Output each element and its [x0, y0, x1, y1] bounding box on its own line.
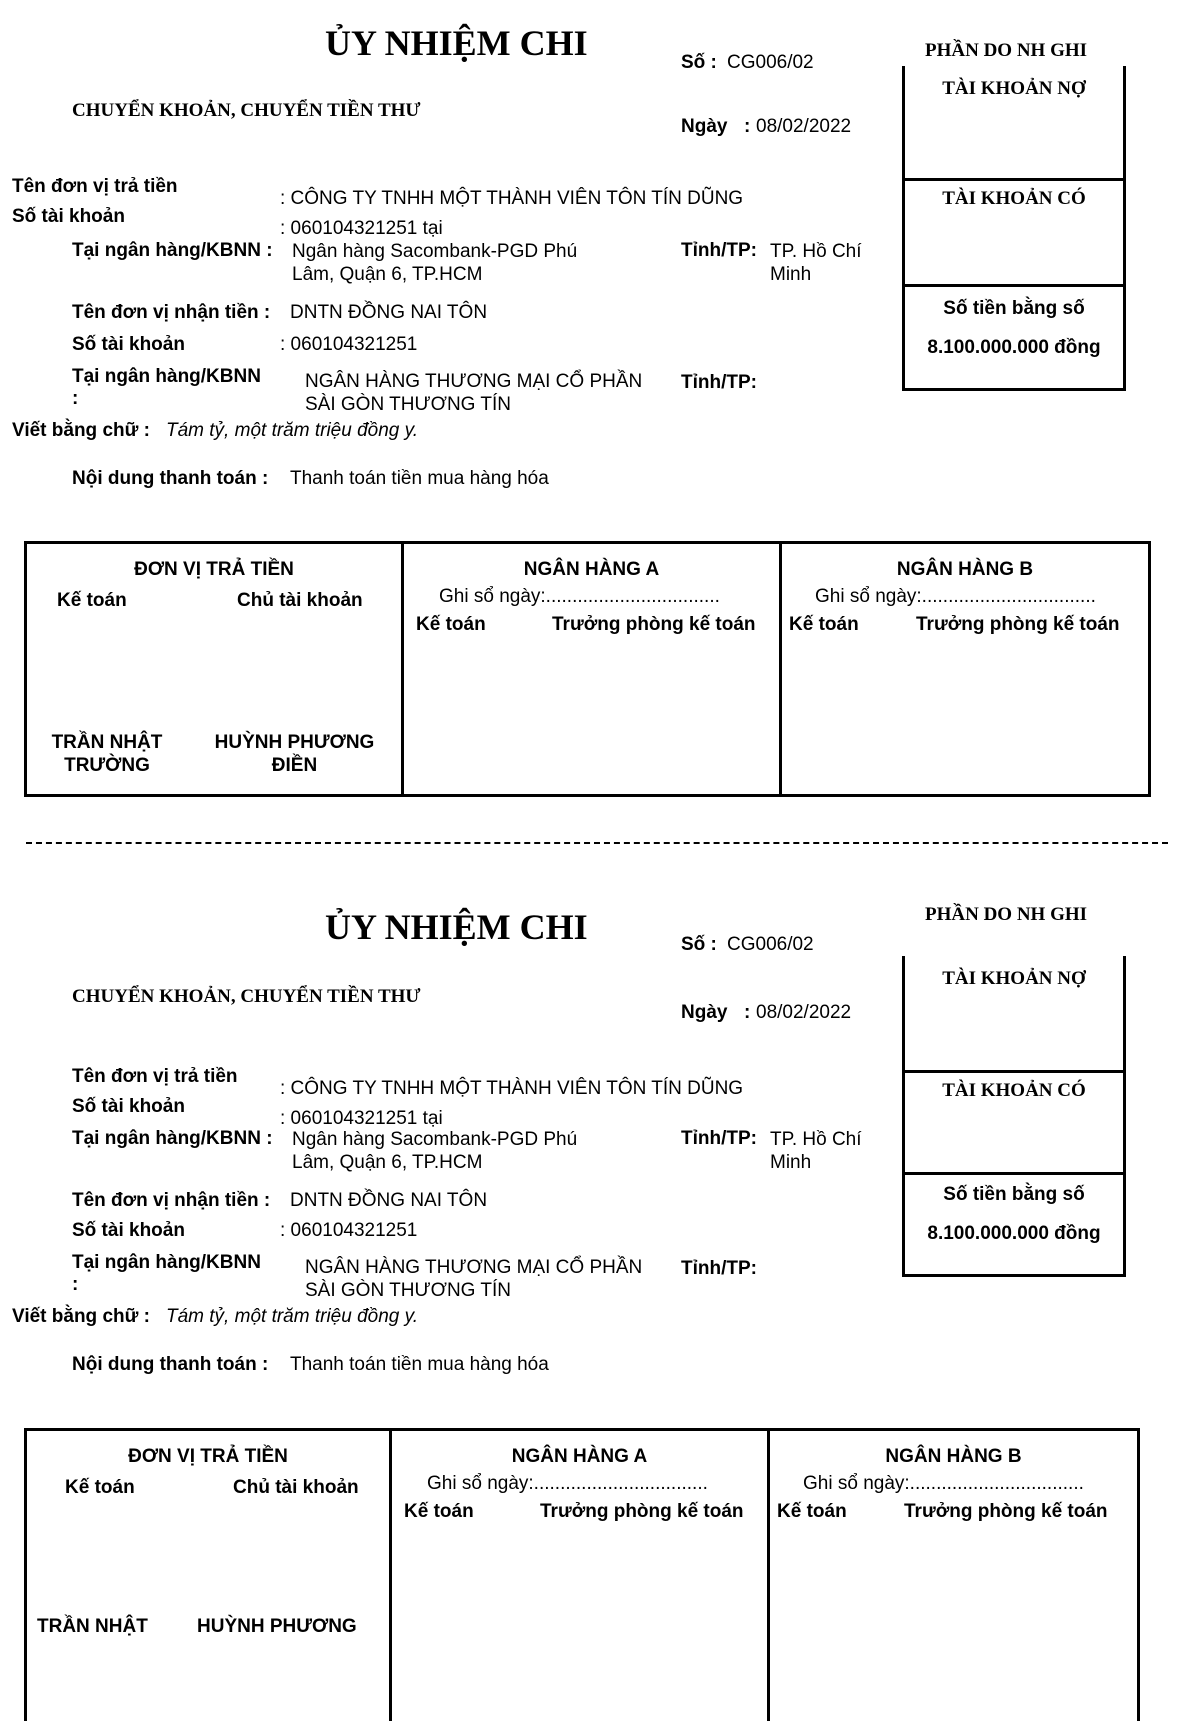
receiver-bank-value: NGÂN HÀNG THƯƠNG MẠI CỔ PHẦN SÀI GÒN THƯƠNG TÍN: [305, 371, 643, 415]
divider-line: [389, 1431, 392, 1721]
receiver-bank-colon: :: [72, 388, 79, 409]
ngay-value: 08/02/2022: [756, 1002, 852, 1023]
so-value: CG006/02: [727, 934, 814, 955]
payer-label: Tên đơn vị trả tiền: [72, 1066, 238, 1087]
bank-a-accountant-label: Kế toán: [416, 614, 486, 635]
payer-accountant-name: TRẦN NHẬT: [37, 1616, 148, 1637]
receiver-account-value: : 060104321251: [280, 1220, 418, 1241]
payer-owner-label: Chủ tài khoản: [233, 1477, 359, 1498]
debit-account-label: TÀI KHOẢN NỢ: [942, 968, 1086, 989]
content-label: Nội dung thanh toán :: [72, 1354, 269, 1375]
receiver-bank-label: Tại ngân hàng/KBNN: [72, 366, 261, 387]
account-value: : 060104321251 tại: [280, 218, 443, 239]
content-value: Thanh toán tiền mua hàng hóa: [290, 1354, 549, 1375]
payer-accountant-label: Kế toán: [57, 590, 127, 611]
cut-line: [26, 842, 1168, 844]
ngay-colon: :: [744, 1002, 751, 1023]
words-value: Tám tỷ, một trăm triệu đồng y.: [166, 420, 419, 441]
words-label: Viết bằng chữ :: [12, 420, 150, 441]
account-label: Số tài khoản: [72, 1096, 185, 1117]
divider-line: [401, 544, 404, 794]
receiver-province-label: Tỉnh/TP:: [681, 372, 757, 393]
payment-order-form-2: [0, 886, 1200, 1698]
payer-owner-name: HUỲNH PHƯƠNG: [197, 1616, 357, 1637]
province-label: Tỉnh/TP:: [681, 1128, 757, 1149]
bank-section-header: PHẦN DO NH GHI: [925, 904, 1088, 925]
ngay-colon: :: [744, 116, 751, 137]
bank-a-head-label: Trưởng phòng kế toán: [552, 614, 756, 635]
receiver-value: DNTN ĐỒNG NAI TÔN: [290, 302, 488, 323]
bank-a-date: Ghi sổ ngày:.................................: [427, 1473, 708, 1494]
signature-table: [24, 1428, 1140, 1721]
bank-b-date: Ghi sổ ngày:.................................: [815, 586, 1096, 607]
words-value: Tám tỷ, một trăm triệu đồng y.: [166, 1306, 419, 1327]
receiver-label: Tên đơn vị nhận tiền :: [72, 1190, 271, 1211]
payer-owner-label: Chủ tài khoản: [237, 590, 363, 611]
bank-value: Ngân hàng Sacombank-PGD Phú Lâm, Quận 6, TP.HCM: [292, 1129, 578, 1173]
bank-label: Tại ngân hàng/KBNN :: [72, 1128, 273, 1149]
form-subtitle: CHUYỂN KHOẢN, CHUYỂN TIỀN THƯ: [72, 100, 421, 121]
bank-record-box: [902, 956, 1126, 1277]
bank-a-header: NGÂN HÀNG A: [511, 1446, 648, 1467]
signature-table: [24, 541, 1151, 797]
divider-line: [905, 178, 1123, 181]
credit-account-label: TÀI KHOẢN CÓ: [942, 188, 1086, 209]
receiver-bank-label: Tại ngân hàng/KBNN: [72, 1252, 261, 1273]
receiver-province-label: Tỉnh/TP:: [681, 1258, 757, 1279]
bank-record-box: [902, 66, 1126, 391]
content-value: Thanh toán tiền mua hàng hóa: [290, 468, 549, 489]
receiver-label: Tên đơn vị nhận tiền :: [72, 302, 271, 323]
amount-number-value: 8.100.000.000 đồng: [927, 337, 1101, 358]
so-label: Số :: [681, 52, 717, 73]
receiver-bank-value: NGÂN HÀNG THƯƠNG MẠI CỔ PHẦN SÀI GÒN THƯƠNG TÍN: [305, 1257, 643, 1301]
bank-b-header: NGÂN HÀNG B: [896, 559, 1034, 580]
divider-line: [779, 544, 782, 794]
bank-b-head-label: Trưởng phòng kế toán: [904, 1501, 1108, 1522]
payment-order-form-1: [0, 0, 1200, 840]
divider-line: [905, 1070, 1123, 1073]
receiver-account-label: Số tài khoản: [72, 334, 185, 355]
ngay-value: 08/02/2022: [756, 116, 852, 137]
bank-a-header: NGÂN HÀNG A: [523, 559, 660, 580]
account-label: Số tài khoản: [12, 206, 125, 227]
bank-a-date: Ghi sổ ngày:.................................: [439, 586, 720, 607]
bank-a-head-label: Trưởng phòng kế toán: [540, 1501, 744, 1522]
receiver-account-label: Số tài khoản: [72, 1220, 185, 1241]
form-subtitle: CHUYỂN KHOẢN, CHUYỂN TIỀN THƯ: [72, 986, 421, 1007]
bank-b-accountant-label: Kế toán: [789, 614, 859, 635]
payer-accountant-name: TRẦN NHẬT TRƯỜNG: [51, 732, 163, 776]
payer-label: Tên đơn vị trả tiền: [12, 176, 178, 197]
form-title: ỦY NHIỆM CHI: [325, 23, 588, 63]
bank-section-header: PHẦN DO NH GHI: [925, 40, 1088, 61]
bank-label: Tại ngân hàng/KBNN :: [72, 240, 273, 261]
payer-value: : CÔNG TY TNHH MỘT THÀNH VIÊN TÔN TÍN DŨNG: [280, 188, 744, 209]
receiver-value: DNTN ĐỒNG NAI TÔN: [290, 1190, 488, 1211]
payer-owner-name: HUỲNH PHƯƠNG ĐIỀN: [214, 732, 375, 776]
content-label: Nội dung thanh toán :: [72, 468, 269, 489]
amount-number-value: 8.100.000.000 đồng: [927, 1223, 1101, 1244]
province-value: TP. Hồ Chí Minh: [770, 241, 862, 285]
form-title: ỦY NHIỆM CHI: [325, 907, 588, 947]
bank-b-header: NGÂN HÀNG B: [885, 1446, 1022, 1467]
ngay-label: Ngày: [681, 1002, 728, 1023]
amount-number-label: Số tiền bằng số: [943, 1184, 1085, 1205]
account-value: : 060104321251 tại: [280, 1108, 443, 1129]
so-value: CG006/02: [727, 52, 814, 73]
ngay-label: Ngày: [681, 116, 728, 137]
bank-b-accountant-label: Kế toán: [777, 1501, 847, 1522]
province-value: TP. Hồ Chí Minh: [770, 1129, 862, 1173]
bank-a-accountant-label: Kế toán: [404, 1501, 474, 1522]
so-label: Số :: [681, 934, 717, 955]
bank-value: Ngân hàng Sacombank-PGD Phú Lâm, Quận 6, TP.HCM: [292, 241, 578, 285]
words-label: Viết bằng chữ :: [12, 1306, 150, 1327]
amount-number-label: Số tiền bằng số: [943, 298, 1085, 319]
payer-unit-header: ĐƠN VỊ TRẢ TIỀN: [134, 559, 294, 580]
bank-b-date: Ghi sổ ngày:.................................: [803, 1473, 1084, 1494]
payer-unit-header: ĐƠN VỊ TRẢ TIỀN: [128, 1446, 288, 1467]
payer-accountant-label: Kế toán: [65, 1477, 135, 1498]
receiver-account-value: : 060104321251: [280, 334, 418, 355]
divider-line: [905, 1172, 1123, 1175]
province-label: Tỉnh/TP:: [681, 240, 757, 261]
bank-b-head-label: Trưởng phòng kế toán: [916, 614, 1120, 635]
debit-account-label: TÀI KHOẢN NỢ: [942, 78, 1086, 99]
credit-account-label: TÀI KHOẢN CÓ: [942, 1080, 1086, 1101]
payer-value: : CÔNG TY TNHH MỘT THÀNH VIÊN TÔN TÍN DŨNG: [280, 1078, 744, 1099]
divider-line: [767, 1431, 770, 1721]
receiver-bank-colon: :: [72, 1274, 79, 1295]
divider-line: [905, 284, 1123, 287]
